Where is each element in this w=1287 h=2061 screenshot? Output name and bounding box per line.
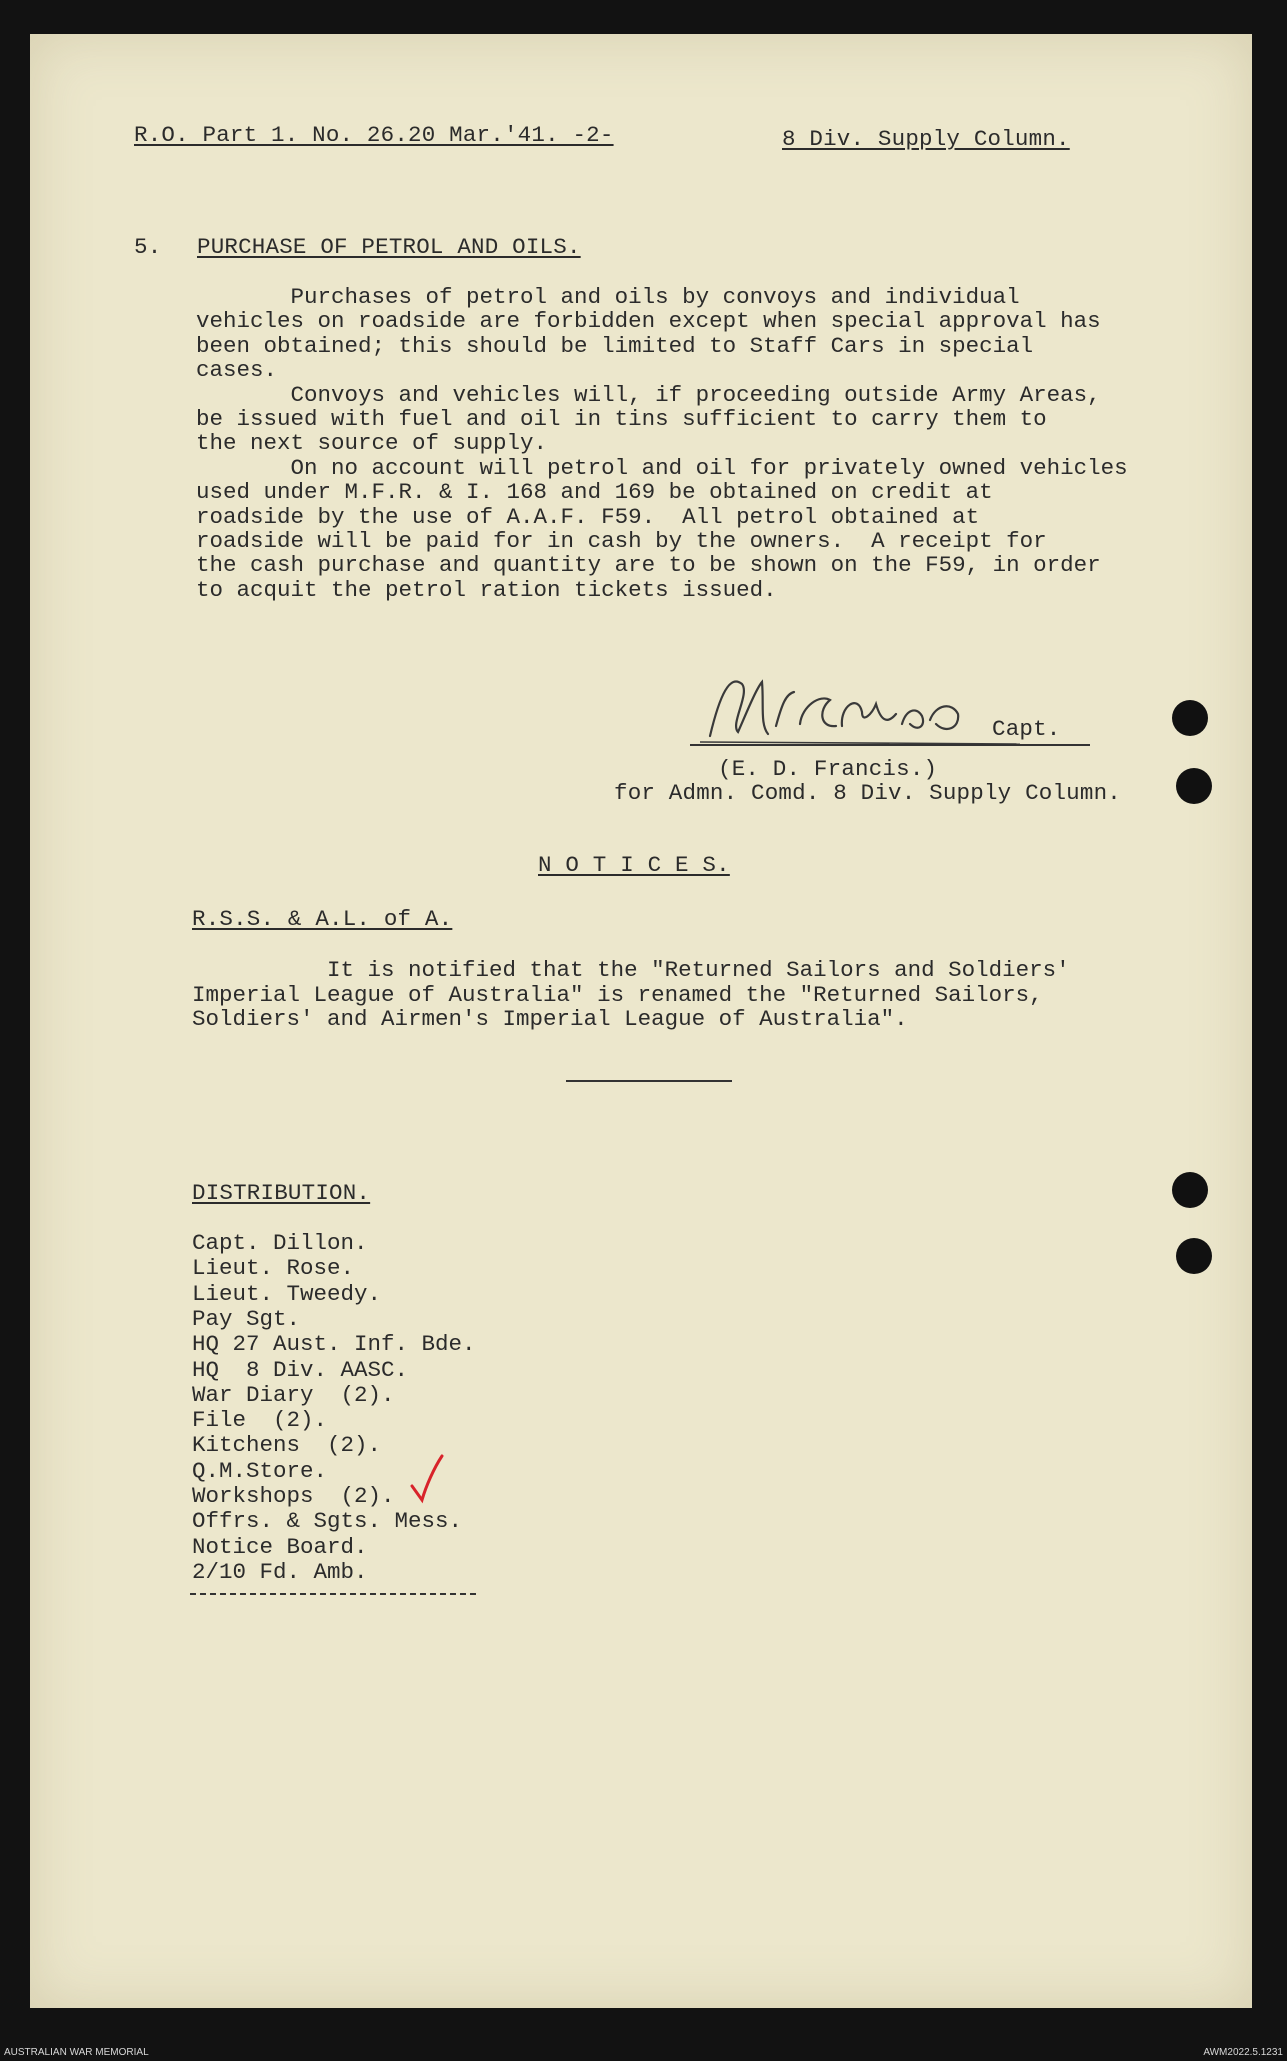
body-line: roadside by the use of A.A.F. F59. All petrol obtained at <box>196 503 980 530</box>
distribution-item: File (2). <box>192 1407 328 1434</box>
body-line: On no account will petrol and oil for privately owned vehicles <box>196 454 1128 481</box>
signatory-name: (E. D. Francis.) <box>718 756 938 782</box>
distribution-item: Pay Sgt. <box>192 1305 301 1332</box>
punch-hole <box>1176 1238 1212 1274</box>
distribution-item: Notice Board. <box>192 1533 368 1560</box>
distribution-item: HQ 8 Div. AASC. <box>192 1356 409 1383</box>
signatory-role: for Admn. Comd. 8 Div. Supply Column. <box>614 780 1121 806</box>
notice-subheading: R.S.S. & A.L. of A. <box>192 906 453 932</box>
section-divider <box>566 1080 732 1082</box>
handwritten-signature <box>690 654 1030 764</box>
punch-hole <box>1172 1172 1208 1208</box>
body-line: roadside will be paid for in cash by the owners. A receipt for <box>196 528 1047 554</box>
notices-heading: N O T I C E S. <box>538 852 730 878</box>
distribution-item: Kitchens (2). <box>192 1432 382 1459</box>
section-title: PURCHASE OF PETROL AND OILS. <box>197 234 581 260</box>
body-line: vehicles on roadside are forbidden except when special approval has <box>196 308 1101 335</box>
punch-hole <box>1172 700 1208 736</box>
section-number: 5. <box>134 234 162 260</box>
distribution-item: Q.M.Store. <box>192 1457 328 1484</box>
distribution-item: War Diary (2). <box>192 1381 395 1408</box>
body-line: cases. <box>196 357 278 384</box>
archive-reference: AWM2022.5.1231 <box>1203 2047 1283 2058</box>
notice-line: Soldiers' and Airmen's Imperial League of Australia". <box>192 1006 908 1032</box>
distribution-item: Lieut. Tweedy. <box>192 1280 382 1307</box>
body-line: the next source of supply. <box>196 430 548 457</box>
document-page <box>30 34 1252 2008</box>
distribution-heading: DISTRIBUTION. <box>192 1180 371 1206</box>
distribution-item: 2/10 Fd. Amb. <box>192 1558 368 1585</box>
distribution-item: HQ 27 Aust. Inf. Bde. <box>192 1331 476 1358</box>
order-reference: R.O. Part 1. No. 26.20 Mar.'41. -2- <box>134 122 614 148</box>
archive-credit: AUSTRALIAN WAR MEMORIAL <box>4 2047 149 2058</box>
body-line: the cash purchase and quantity are to be shown on the F59, in order <box>196 552 1101 579</box>
body-line: Convoys and vehicles will, if proceeding outside Army Areas, <box>196 381 1101 408</box>
unit-name: 8 Div. Supply Column. <box>782 126 1070 152</box>
body-line: used under M.F.R. & I. 168 and 169 be obtained on credit at <box>196 479 993 506</box>
body-line: to acquit the petrol ration tickets issued. <box>196 576 777 603</box>
signature-underline <box>690 744 1090 746</box>
distribution-end-rule <box>190 1593 476 1595</box>
signatory-rank: Capt. <box>992 716 1061 742</box>
body-line: be issued with fuel and oil in tins sufficient to carry them to <box>196 406 1047 432</box>
red-check-mark <box>406 1450 446 1510</box>
punch-hole <box>1176 768 1212 804</box>
body-line: been obtained; this should be limited to Staff Cars in special <box>196 332 1034 359</box>
notice-line: It is notified that the "Returned Sailors and Soldiers' <box>192 957 1070 983</box>
body-line: Purchases of petrol and oils by convoys and individual <box>196 284 1020 310</box>
distribution-item: Capt. Dillon. <box>192 1230 368 1256</box>
distribution-item: Workshops (2). <box>192 1483 395 1509</box>
distribution-item: Lieut. Rose. <box>192 1255 355 1282</box>
notice-line: Imperial League of Australia" is renamed the "Returned Sailors, <box>192 981 1043 1008</box>
distribution-item: Offrs. & Sgts. Mess. <box>192 1508 463 1535</box>
